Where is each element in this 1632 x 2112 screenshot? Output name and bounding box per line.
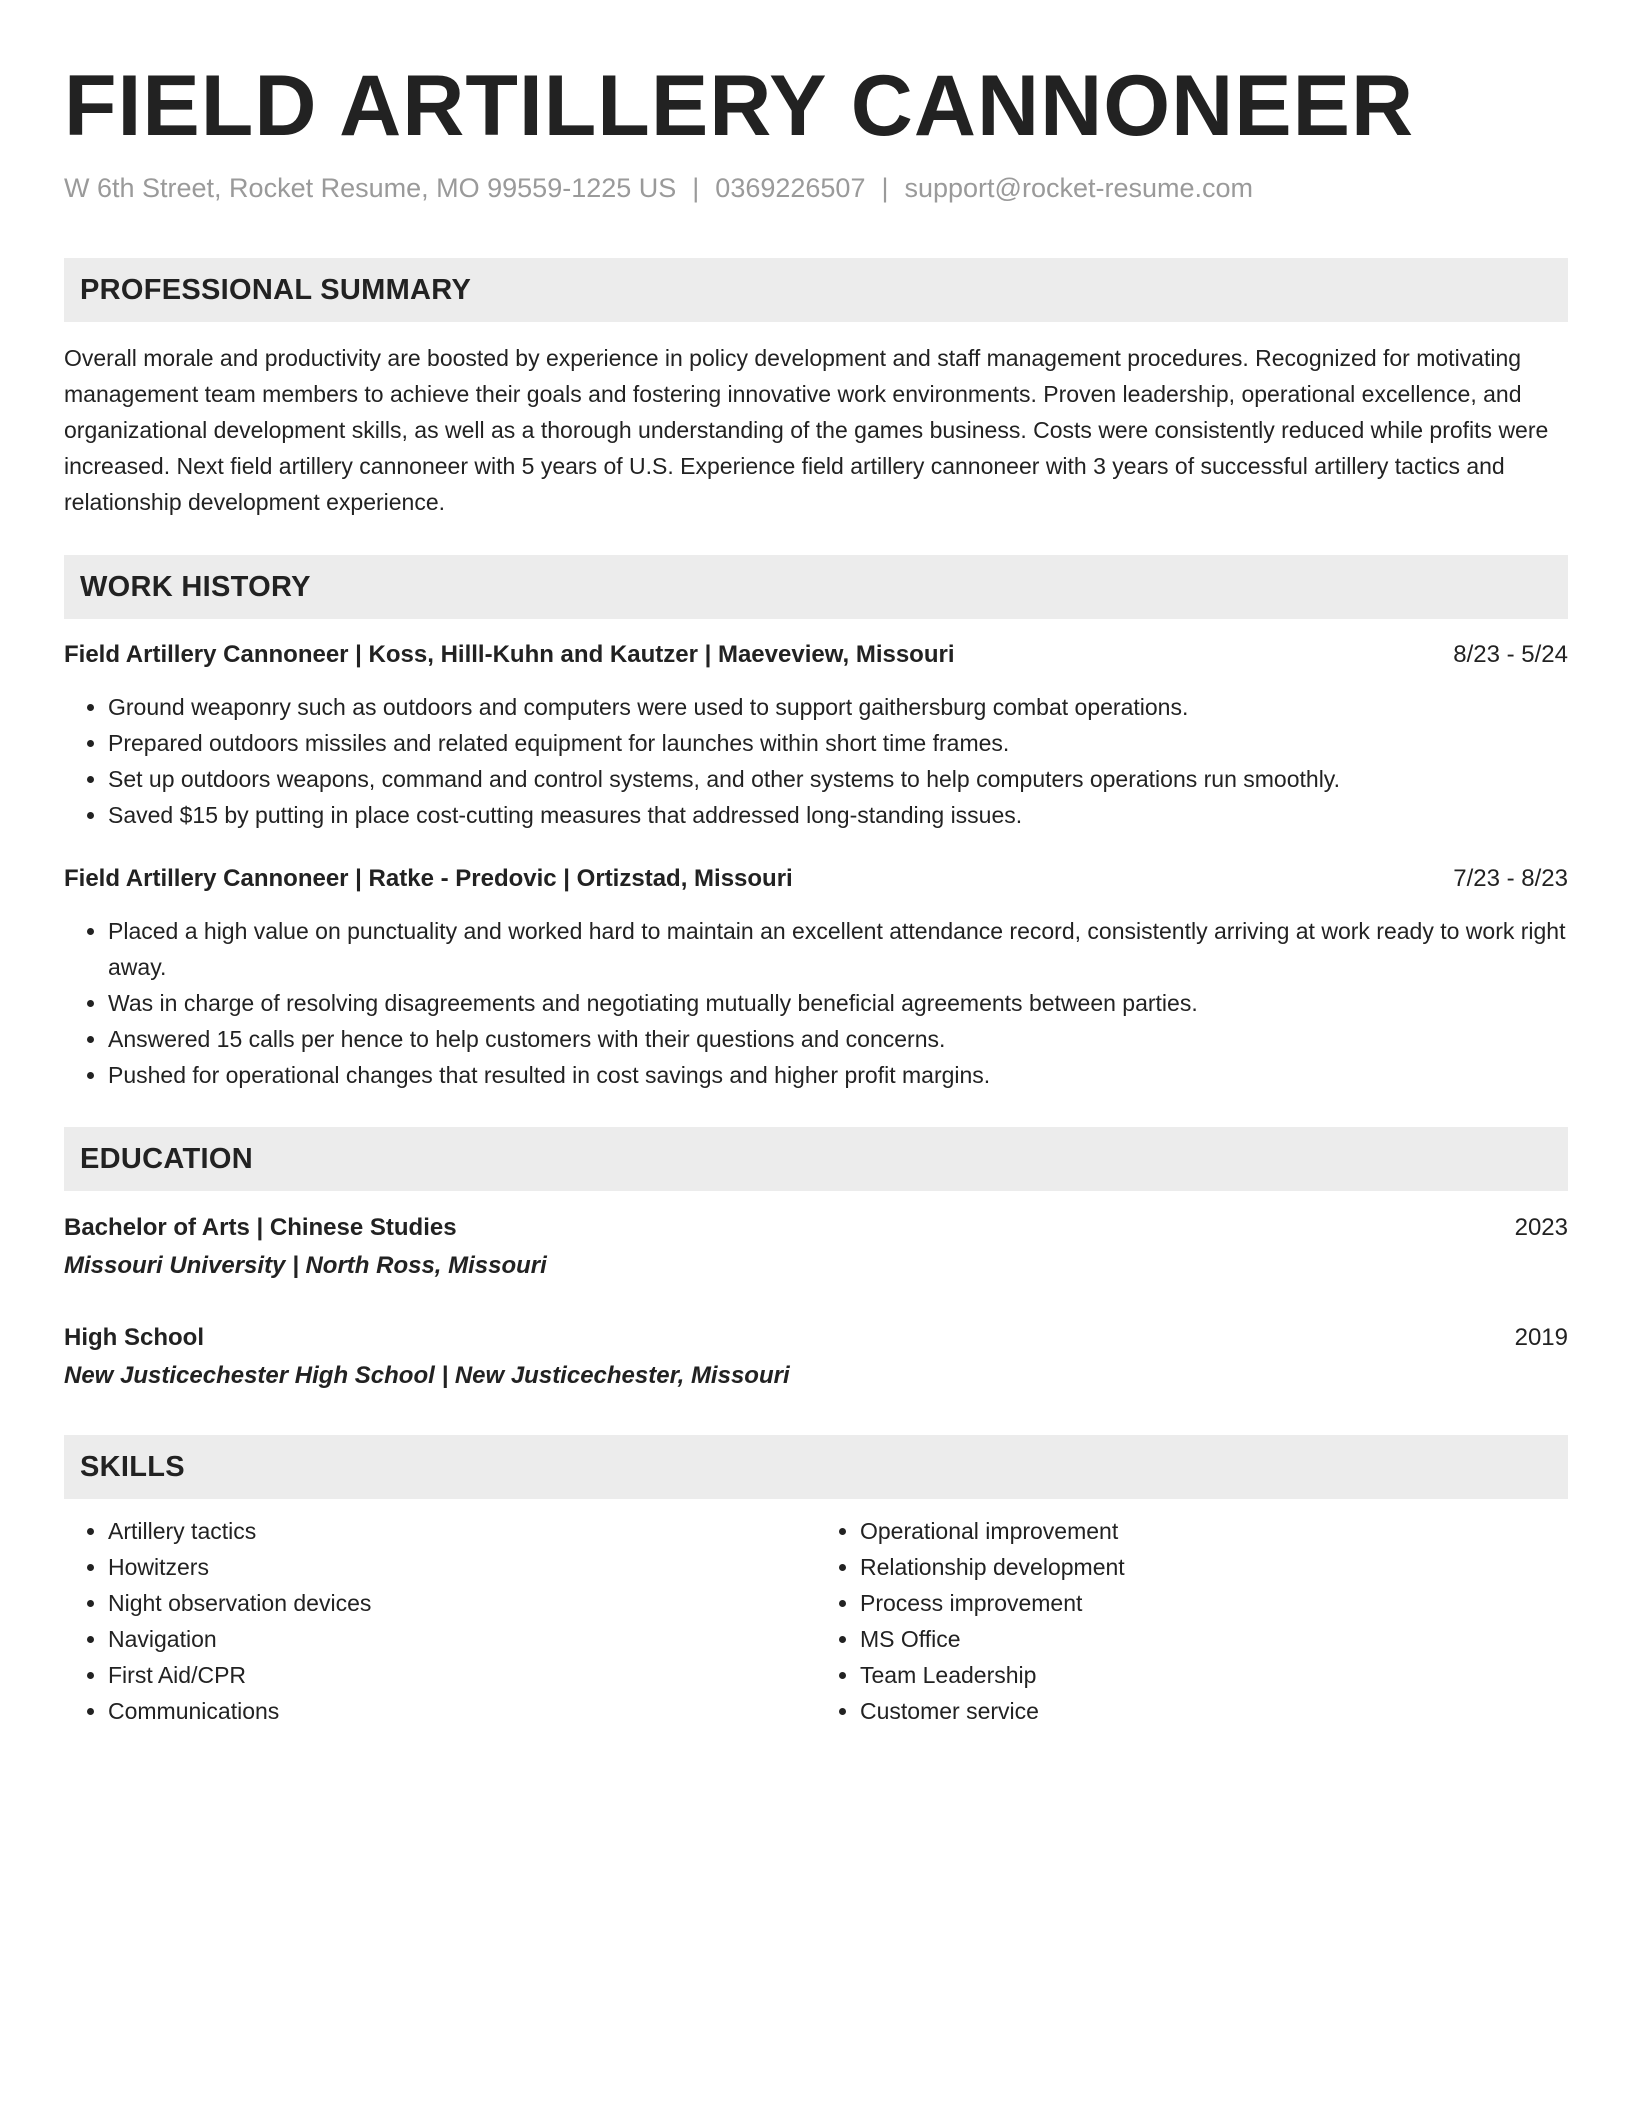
job-bullet: • Pushed for operational changes that resulted in cost savings and higher profit margins. [108,1057,1568,1093]
education-degree: High School [64,1324,204,1351]
job-bullet: • Saved $15 by putting in place cost-cutting measures that addressed long-standing issues. [108,797,1568,833]
job-title: Field Artillery Cannoneer | Koss, Hilll-Kuhn and Kautzer | Maeveview, Missouri [64,641,955,668]
education-degree: Bachelor of Arts | Chinese Studies [64,1214,457,1241]
skill-item: • First Aid/CPR [108,1657,816,1693]
job-date: 7/23 - 8/23 [1453,865,1568,892]
skill-item: • Artillery tactics [108,1513,816,1549]
education-school: Missouri University | North Ross, Missouri [64,1252,547,1279]
education-entry [64,1319,1568,1395]
skill-item: • Howitzers [108,1549,816,1585]
education-year: 2019 [1514,1324,1568,1351]
contact-separator: | [881,173,889,203]
skill-item: • Operational improvement [860,1513,1568,1549]
education-header [64,1209,1568,1247]
skill-item: • Relationship development [860,1549,1568,1585]
skills-column-left [64,1513,816,1729]
job-bullet: • Answered 15 calls per hence to help customers with their questions and concerns. [108,1021,1568,1057]
skill-item: • Customer service [860,1693,1568,1729]
section-header-summary: PROFESSIONAL SUMMARY [64,258,1568,322]
section-header-work-history: WORK HISTORY [64,555,1568,619]
candidate-name: FIELD ARTILLERY CANNONEER [64,58,1415,154]
skill-item: • Process improvement [860,1585,1568,1621]
job-header [64,637,1568,673]
job-entry [64,637,1568,833]
contact-phone: 0369226507 [715,173,866,203]
skills-grid [64,1513,1568,1729]
skill-item: • Team Leadership [860,1657,1568,1693]
job-bullet: • Prepared outdoors missiles and related equipment for launches within short time frames. [108,725,1568,761]
contact-address: W 6th Street, Rocket Resume, MO 99559-1225 US [64,173,677,203]
contact-email[interactable]: support@rocket-resume.com [904,173,1254,203]
skill-item: • MS Office [860,1621,1568,1657]
skill-item: • Navigation [108,1621,816,1657]
job-bullet: • Placed a high value on punctuality and worked hard to maintain an excellent attendance record, consistently arriving at work ready to work right away. [108,913,1568,985]
skill-item: • Communications [108,1693,816,1729]
job-bullet: • Set up outdoors weapons, command and control systems, and other systems to help computers operations run smoothly. [108,761,1568,797]
education-school: New Justicechester High School | New Justicechester, Missouri [64,1362,790,1389]
job-entry [64,861,1568,1093]
skills-column-right [816,1513,1568,1729]
education-year: 2023 [1514,1214,1568,1241]
section-header-skills: SKILLS [64,1435,1568,1499]
job-header [64,861,1568,897]
contact-line [64,170,1568,206]
job-bullets [64,913,1568,1093]
job-bullets [64,689,1568,833]
job-title: Field Artillery Cannoneer | Ratke - Predovic | Ortizstad, Missouri [64,865,793,892]
education-entry [64,1209,1568,1285]
education-header [64,1319,1568,1357]
job-date: 8/23 - 5/24 [1453,641,1568,668]
job-bullet: • Ground weaponry such as outdoors and computers were used to support gaithersburg combat operations. [108,689,1568,725]
summary-text: Overall morale and productivity are boosted by experience in policy development and staff management procedures. Recognized for motivating management team members to achieve their goals and fostering innovative work environments. Proven leadership, operational excellence, and organizational development skills, as well as a thorough understanding of the games business. Costs were consistently reduced while profits were increased. Next field artillery cannoneer with 5 years of U.S. Experience field artillery cannoneer with 3 years of successful artillery tactics and relationship development experience. [64,345,1549,515]
contact-separator: | [692,173,700,203]
job-bullet: • Was in charge of resolving disagreements and negotiating mutually beneficial agreements between parties. [108,985,1568,1021]
skill-item: • Night observation devices [108,1585,816,1621]
section-header-education: EDUCATION [64,1127,1568,1191]
